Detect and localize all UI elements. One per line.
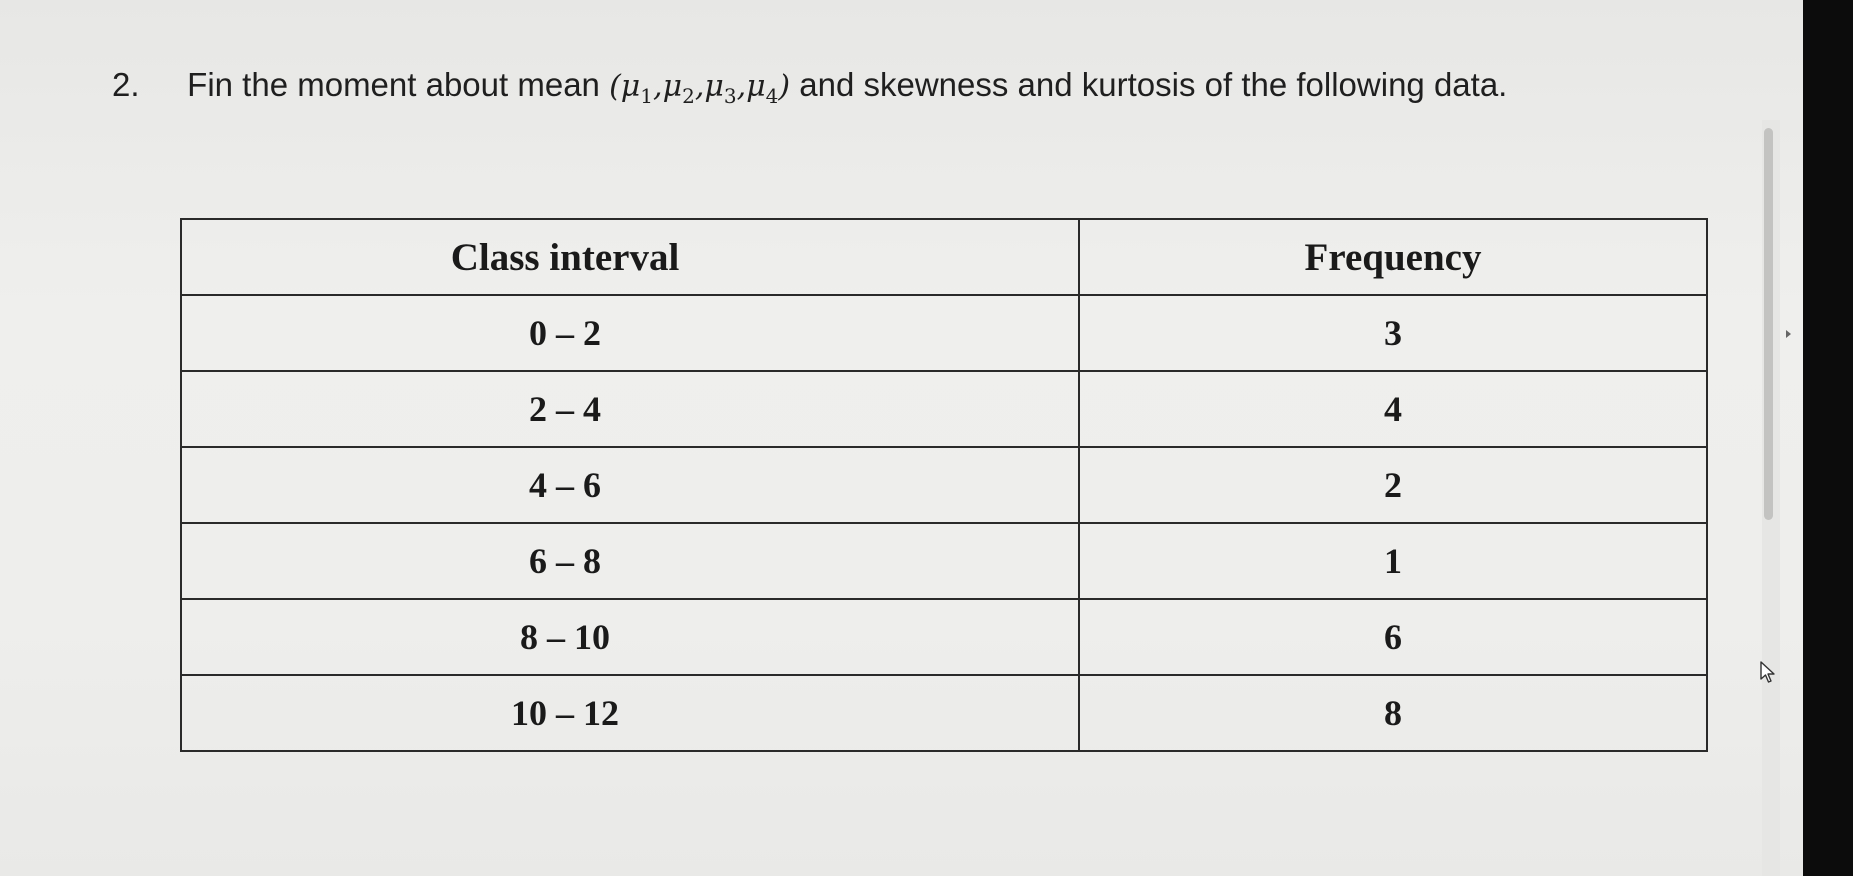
class-interval-cell: 4 – 6 xyxy=(181,447,1079,523)
close-paren: ) xyxy=(778,69,791,104)
frequency-table xyxy=(180,218,1708,752)
arrow-pointer-icon xyxy=(1758,660,1778,684)
table-row xyxy=(181,371,1707,447)
question-text xyxy=(112,66,1507,108)
scrollbar-thumb[interactable] xyxy=(1764,128,1773,520)
frequency-cell: 3 xyxy=(1079,295,1707,371)
mu-3: $\mu_3$ xyxy=(704,69,737,108)
header-frequency: Frequency xyxy=(1079,219,1707,295)
frequency-cell: 2 xyxy=(1079,447,1707,523)
mu-2: $\mu_2$ xyxy=(662,69,695,108)
question-text-after: and skewness and kurtosis of the following data. xyxy=(799,66,1508,103)
frequency-cell: 8 xyxy=(1079,675,1707,751)
table-row xyxy=(181,523,1707,599)
table-row xyxy=(181,675,1707,751)
scroll-right-arrow-icon[interactable] xyxy=(1786,330,1791,338)
header-class-interval: Class interval xyxy=(181,219,1079,295)
class-interval-cell: 0 – 2 xyxy=(181,295,1079,371)
class-interval-cell: 8 – 10 xyxy=(181,599,1079,675)
table-row xyxy=(181,447,1707,523)
frequency-cell: 4 xyxy=(1079,371,1707,447)
question-text-before: Fin the moment about mean xyxy=(187,66,600,103)
table-row xyxy=(181,599,1707,675)
mu-moments-notation: $(\mu_1,\mu_2,\mu_3,\mu_4)$ xyxy=(609,69,791,108)
table-row xyxy=(181,295,1707,371)
frequency-cell: 6 xyxy=(1079,599,1707,675)
class-interval-cell: 6 – 8 xyxy=(181,523,1079,599)
question-number: 2. xyxy=(112,66,140,103)
frequency-cell: 1 xyxy=(1079,523,1707,599)
screen-bezel xyxy=(1803,0,1853,876)
mu-1: $\mu_1$ xyxy=(620,69,654,108)
class-interval-cell: 10 – 12 xyxy=(181,675,1079,751)
table-header-row xyxy=(181,219,1707,295)
mu-4: $\mu_4$ xyxy=(746,69,779,108)
class-interval-cell: 2 – 4 xyxy=(181,371,1079,447)
open-paren: ( xyxy=(609,69,621,104)
